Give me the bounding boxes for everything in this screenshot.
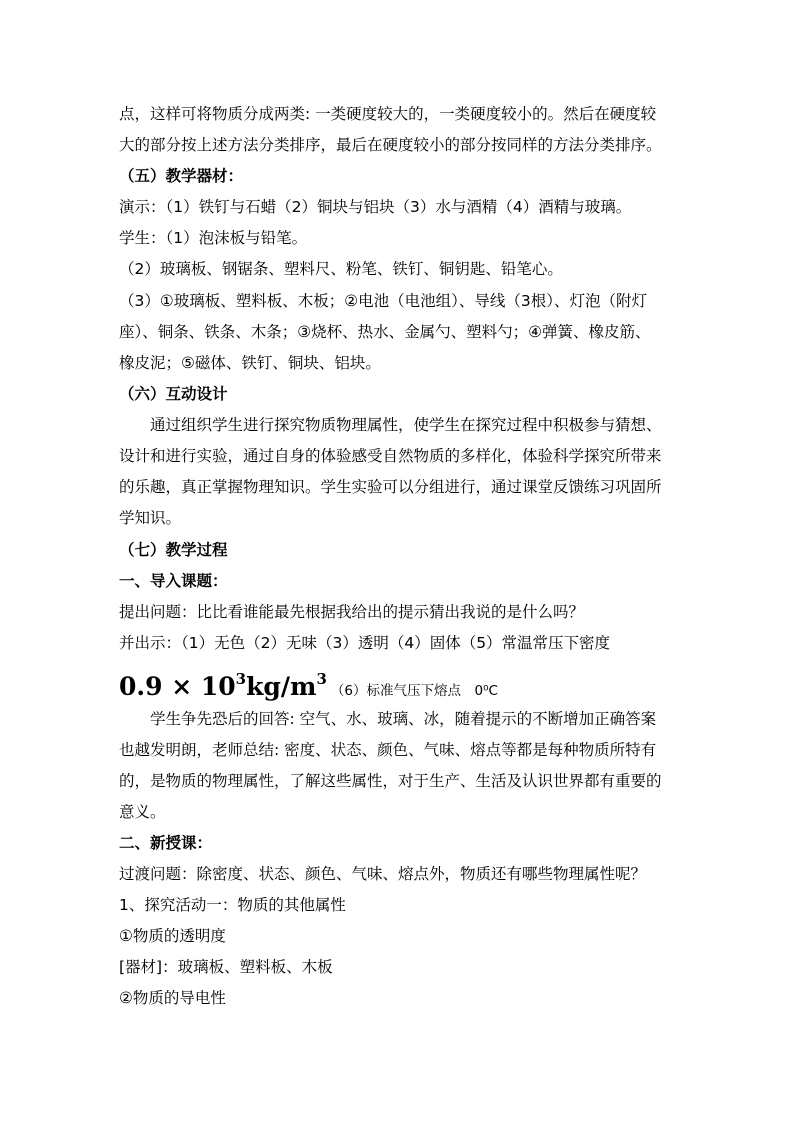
paragraph-line: 演示：（1）铁钉与石蜡（2）铜块与铝块（3）水与酒精（4）酒精与玻璃。 [119,198,632,216]
formula-main: 0.9 × 10 [119,672,236,701]
formula-exponent: 3 [235,670,247,688]
paragraph-line: 意义。 [119,803,166,821]
paragraph-line: 的乐趣，真正掌握物理知识。学生实验可以分组进行，通过课堂反馈练习巩固所 [119,478,662,496]
density-formula-line [119,662,498,708]
paragraph-line: 学知识。 [119,509,182,527]
density-formula [119,672,327,701]
paragraph-line: 1、探究活动一：物质的其他属性 [119,896,346,914]
section-heading: （六）互动设计 [119,385,228,403]
paragraph-line: 通过组织学生进行探究物质物理属性，使学生在探究过程中积极参与猜想、 [150,416,662,434]
formula-unit: kg/m [246,672,317,701]
paragraph-line: 学生：（1）泡沫板与铅笔。 [119,229,308,247]
paragraph-line: 学生争先恐后的回答: 空气、水、玻璃、冰，随着提示的不断增加正确答案 [150,710,657,728]
paragraph-line: 过渡问题：除密度、状态、颜色、气味、熔点外，物质还有哪些物理属性呢？ [119,865,647,883]
paragraph-line: 设计和进行实验，通过自身的体验感受自然物质的多样化，体验科学探究所带来 [119,447,662,465]
formula-tail-text: （6）标准气压下熔点 0⁰C [330,683,498,699]
paragraph-line: 的，是物质的物理属性，了解这些属性，对于生产、生活及认识世界都有重要的 [119,772,662,790]
section-heading: （七）教学过程 [119,541,228,559]
formula-unit-exponent: 3 [316,670,327,688]
paragraph-line: 橡皮泥；⑤磁体、铁钉、铜块、铝块。 [119,354,381,372]
paragraph-line: 点，这样可将物质分成两类: 一类硬度较大的，一类硬度较小的。然后在硬度较 [119,105,657,123]
paragraph-line: 也越发明朗，老师总结: 密度、状态、颜色、气味、熔点等都是每种物质所特有 [119,741,657,759]
paragraph-line: ②物质的导电性 [119,989,226,1007]
section-heading: 二、新授课： [119,834,213,852]
paragraph-line: （3）①玻璃板、塑料板、木板；②电池（电池组）、导线（3根）、灯泡（附灯 [119,292,648,310]
paragraph-line: [器材]：玻璃板、塑料板、木板 [119,958,333,976]
paragraph-line: （2）玻璃板、钢锯条、塑料尺、粉笔、铁钉、铜钥匙、铅笔心。 [119,260,563,278]
section-heading: 一、导入课题： [119,572,228,590]
paragraph-line: 座）、铜条、铁条、木条；③烧杯、热水、金属勺、塑料勺；④弹簧、橡皮筋、 [119,323,651,341]
paragraph-line: ①物质的透明度 [119,927,226,945]
paragraph-line: 并出示：（1）无色（2）无味（3）透明（4）固体（5）常温常压下密度 [119,634,611,652]
paragraph-line: 大的部分按上述方法分类排序，最后在硬度较小的部分按同样的方法分类排序。 [119,136,662,154]
section-heading: （五）教学器材： [119,167,244,185]
paragraph-line: 提出问题：比比看谁能最先根据我给出的提示猜出我说的是什么吗？ [119,603,585,621]
